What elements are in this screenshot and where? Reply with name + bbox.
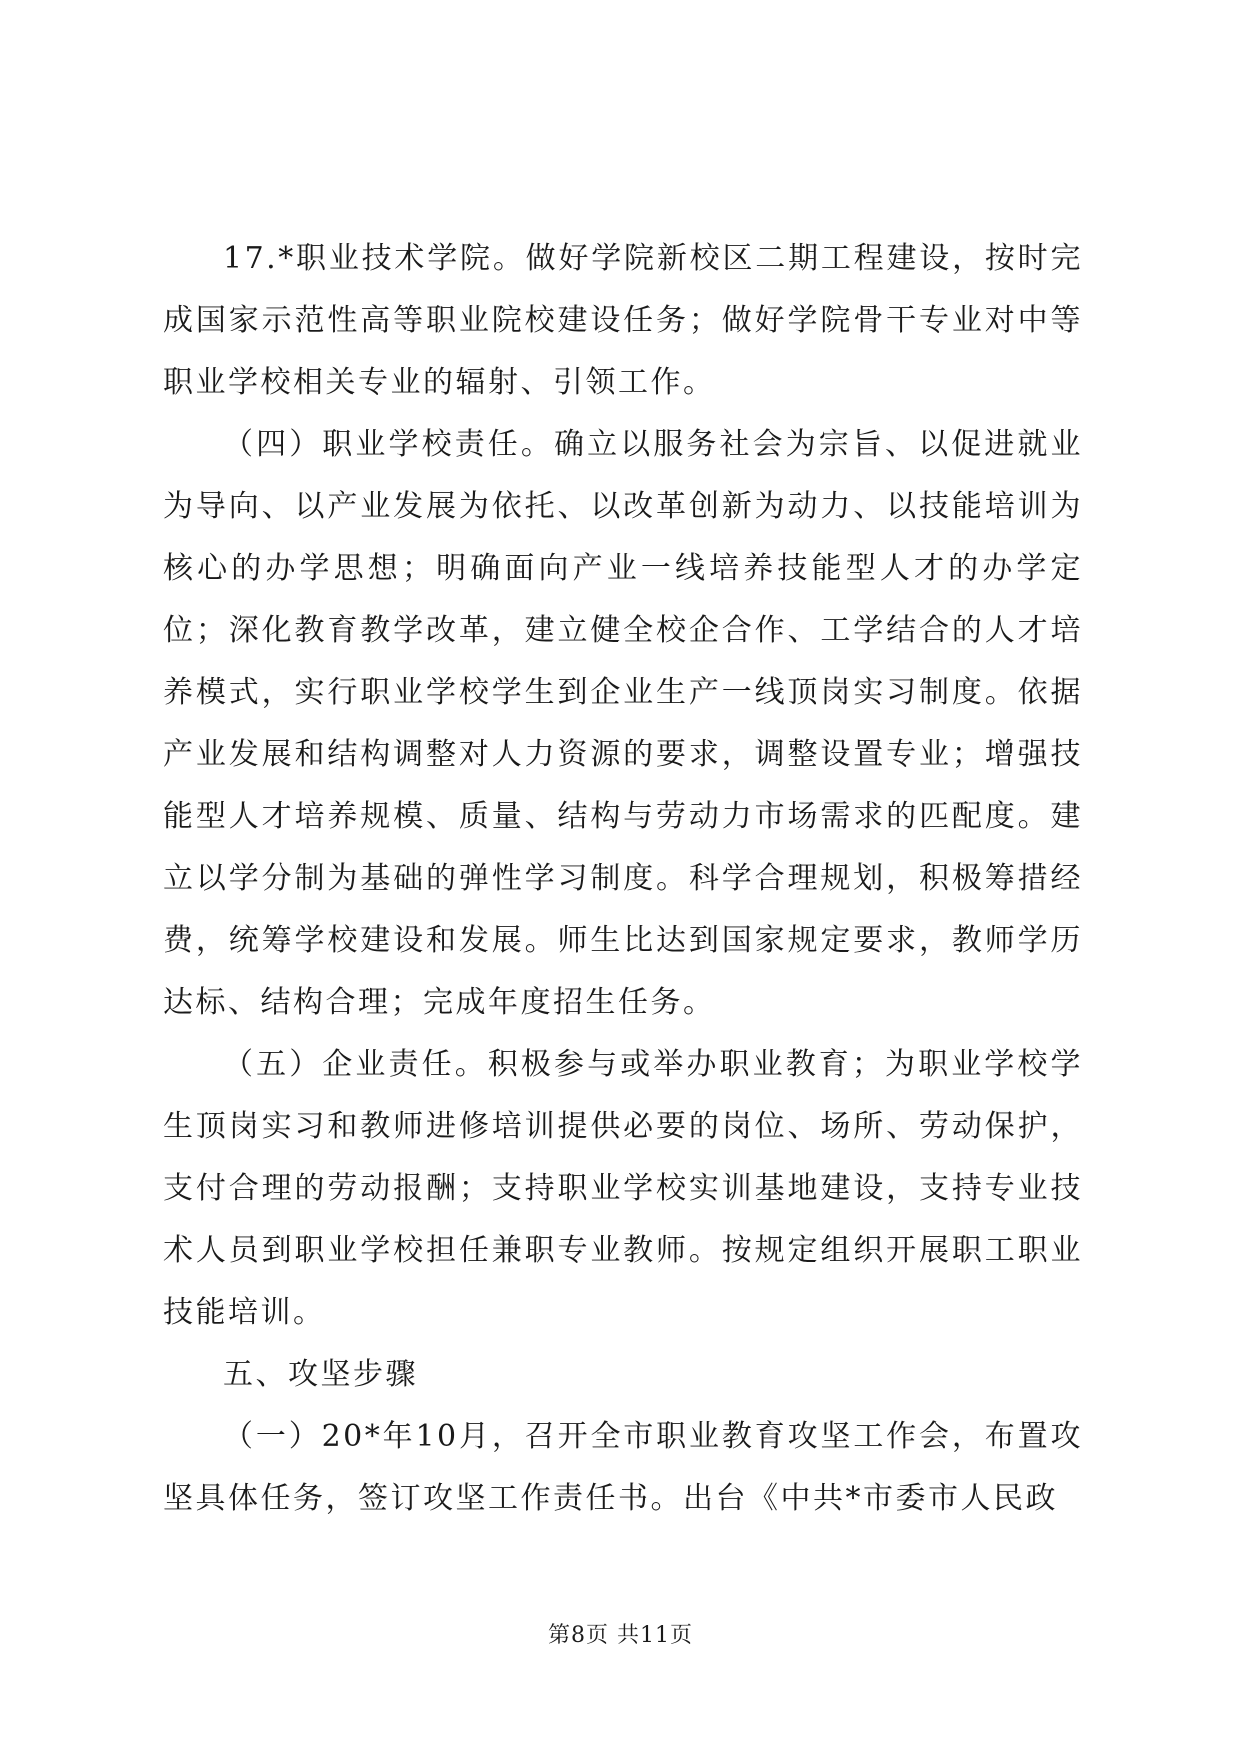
paragraph-vocational-college: 17.*职业技术学院。做好学院新校区二期工程建设，按时完成国家示范性高等职业院校建设任务；做好学院骨干专业对中等职业学校相关专业的辐射、引领工作。 [163, 241, 1083, 400]
paragraph-school-responsibility: （四）职业学校责任。确立以服务社会为宗旨、以促进就业为导向、以产业发展为依托、以改革创新为动力、以技能培训为核心的办学思想；明确面向产业一线培养技能型人才的办学定位；深化教育教学改革，建立健全校企合作、工学结合的人才培养模式，实行职业学校学生到企业生产一线顶岗实习制度。依据产业发展和结构调整对人力资源的要求，调整设置专业；增强技能型人才培养规模、质量、结构与劳动力市场需求的匹配度。建立以学分制为基础的弹性学习制度。科学合理规划，积极筹措经费，统筹学校建设和发展。师生比达到国家规定要求，教师学历达标、结构合理；完成年度招生任务。 [163, 427, 1083, 1020]
section-heading-steps: 五、攻坚步骤 [223, 1357, 418, 1392]
page-number-footer: 第8页 共11页 [548, 1623, 693, 1648]
document-body [163, 228, 1083, 1530]
paragraph-enterprise-responsibility: （五）企业责任。积极参与或举办职业教育；为职业学校学生顶岗实习和教师进修培训提供必要的岗位、场所、劳动保护，支付合理的劳动报酬；支持职业学校实训基地建设，支持专业技术人员到职业学校担任兼职专业教师。按规定组织开展职工职业技能培训。 [163, 1047, 1083, 1330]
paragraph-step-one: （一）20*年10月，召开全市职业教育攻坚工作会，布置攻坚具体任务，签订攻坚工作责任书。出台《中共*市委市人民政 [163, 1419, 1083, 1516]
